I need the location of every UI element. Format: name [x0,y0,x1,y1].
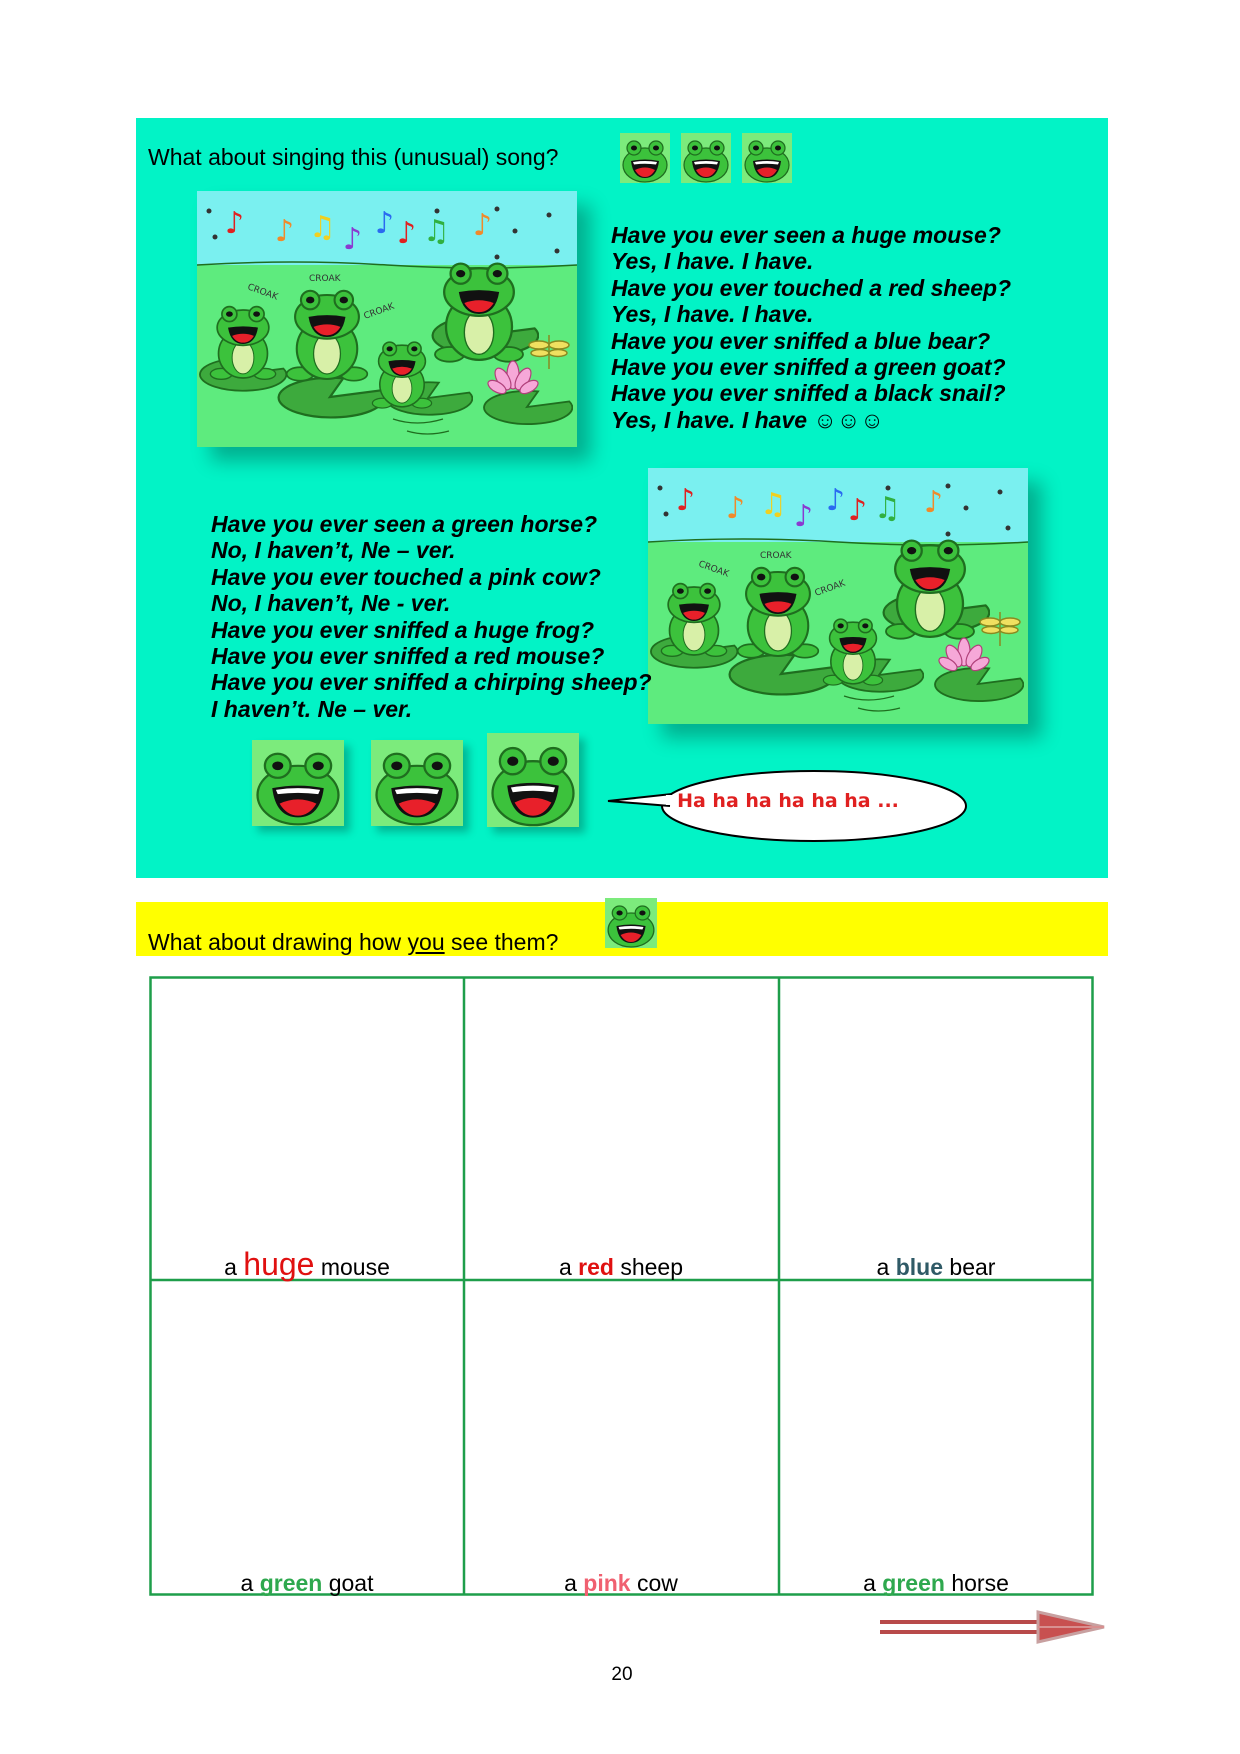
singing-frogs-illustration [197,191,577,447]
laughing-frog-icon [487,733,579,827]
cell-label-blue-bear: a blue bear [876,1254,996,1280]
verse-line: Yes, I have. I have ☺☺☺ [611,406,884,433]
frog-face-icon [681,133,731,183]
cell-label-green-horse: a green horse [863,1570,1009,1596]
frog-face-icon [620,133,670,183]
verse-one [611,222,1011,433]
verse-line: Have you ever sniffed a black snail? [611,380,1006,407]
verse-line: Have you ever sniffed a green goat? [611,353,1006,380]
verse-two [211,511,652,722]
frog-face-icon [742,133,792,183]
verse-line: Have you ever touched a red sheep? [611,274,1012,301]
verse-line: Have you ever seen a green horse? [211,511,598,537]
verse-line: No, I haven’t, Ne - ver. [211,590,451,617]
verse-line: Have you ever sniffed a blue bear? [611,327,991,354]
laughing-frog-icon [371,740,463,826]
laughing-frog-icon [252,740,344,826]
verse-line: Have you ever sniffed a chirping sheep? [211,669,652,696]
cell-label-red-sheep: a red sheep [558,1254,684,1280]
verse-line: I haven’t. Ne – ver. [211,695,413,722]
cell-label-pink-cow: a pink cow [564,1570,678,1596]
drawing-heading: What about drawing how you see them? [148,929,559,955]
next-page-arrow-icon[interactable] [878,1608,1108,1648]
page-number: 20 [611,1664,633,1685]
verse-line: Yes, I have. I have. [611,248,814,275]
verse-line: Have you ever touched a pink cow? [211,563,601,590]
singing-frogs-illustration [648,468,1028,724]
cell-label-huge-mouse: a huge mouse [224,1246,390,1282]
speech-bubble-text: Ha ha ha ha ha ha ... [677,790,899,812]
verse-line: Yes, I have. I have. [611,301,814,328]
verse-line: Have you ever seen a huge mouse? [611,222,1001,248]
drawing-grid [149,976,1094,1596]
verse-line: Have you ever sniffed a red mouse? [211,642,605,669]
cell-label-green-goat: a green goat [240,1570,374,1596]
frog-face-icon [605,898,657,948]
verse-line: Have you ever sniffed a huge frog? [211,616,595,643]
verse-line: No, I haven’t, Ne – ver. [211,537,456,564]
song-heading: What about singing this (unusual) song? [148,144,559,170]
